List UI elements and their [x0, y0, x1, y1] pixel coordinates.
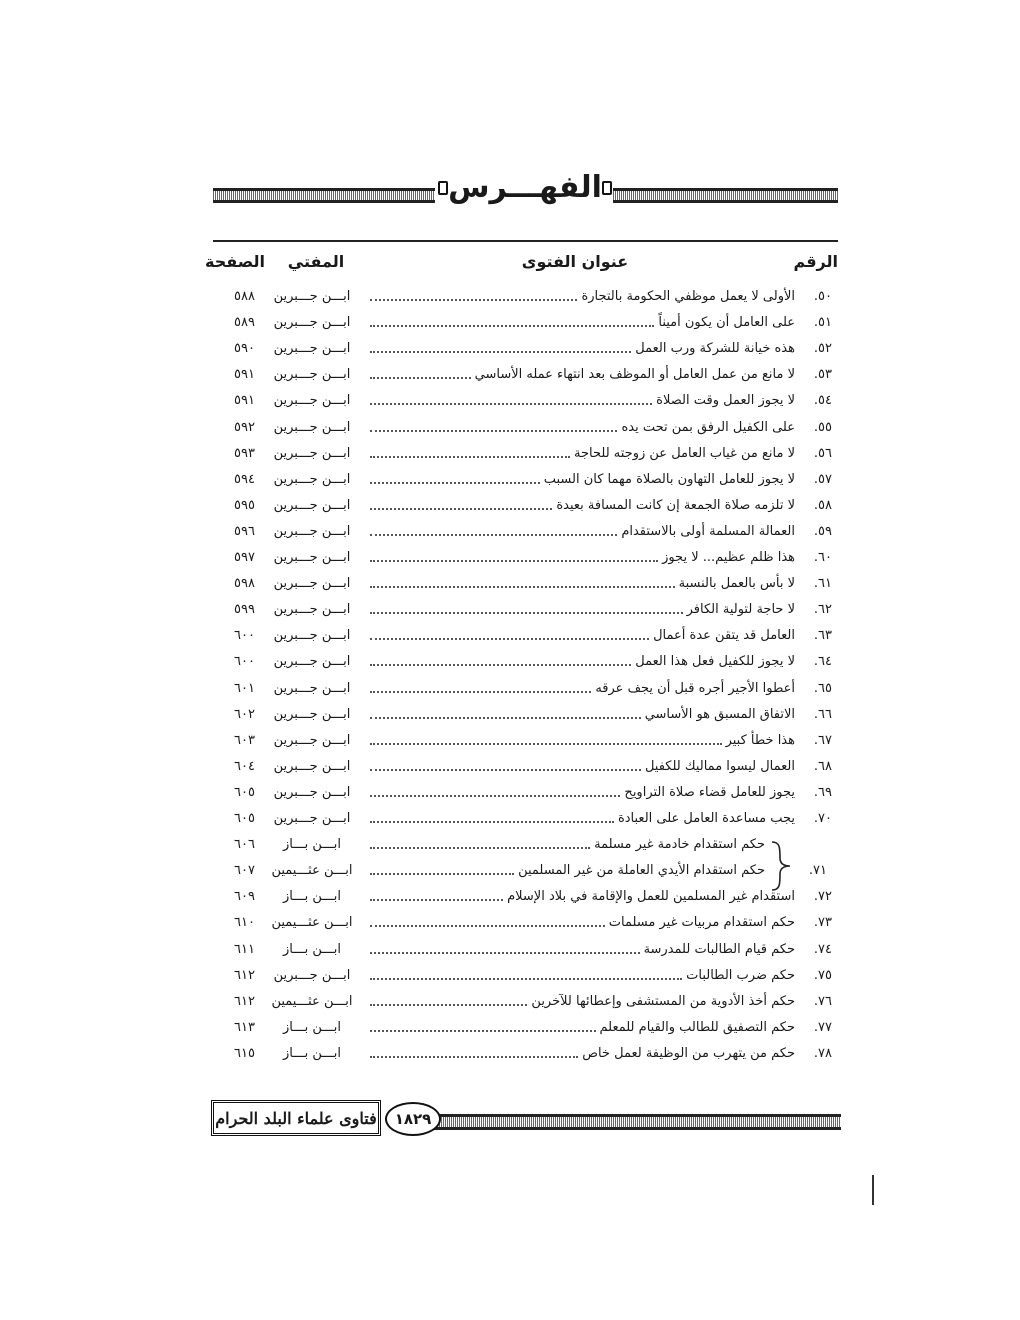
entry-mufti: ابـــن جـــبرين	[273, 393, 351, 409]
leader-dots	[370, 743, 722, 745]
entry-title-text: حكم استقدام الأيدي العاملة من غير المسلمين	[518, 863, 765, 879]
entry-mufti: ابـــن جـــبرين	[273, 445, 351, 461]
entry-page: ٦٠٣	[234, 732, 255, 748]
entry-number: ٥٨.	[813, 497, 832, 513]
entry-number: ٧٦.	[813, 993, 832, 1009]
entry-number: ٦٢.	[813, 602, 832, 618]
leader-dots	[370, 534, 617, 536]
leader-dots	[370, 430, 617, 432]
footer-rule	[401, 1114, 841, 1130]
leader-dots	[370, 456, 570, 458]
entry-mufti: ابـــن جـــبرين	[273, 758, 351, 774]
entry-page: ٦٠٦	[234, 837, 255, 853]
entry-title-text: الاتفاق المسبق هو الأساسي	[644, 706, 795, 722]
table-row	[0, 415, 1020, 441]
entry-page: ٥٩٨	[234, 576, 255, 592]
entry-title	[370, 832, 765, 858]
entry-page: ٥٩٠	[234, 341, 255, 357]
entry-title-text: أعطوا الأجير أجره قبل أن يجف عرقه	[595, 680, 795, 696]
table-row	[0, 884, 1020, 910]
table-row	[0, 571, 1020, 597]
table-row	[0, 284, 1020, 310]
entry-number: ٥٤.	[813, 393, 832, 409]
entry-mufti: ابـــن جـــبرين	[273, 628, 351, 644]
table-row	[0, 336, 1020, 362]
entry-title-text: لا تلزمه صلاة الجمعة إن كانت المسافة بعيدة	[556, 497, 795, 513]
table-row	[0, 493, 1020, 519]
table-row	[0, 937, 1020, 963]
entry-mufti: ابـــن جـــبرين	[273, 706, 351, 722]
entry-title-text: العمالة المسلمة أولى بالاستقدام	[621, 523, 795, 539]
entry-title-text: يجوز للعامل قضاء صلاة التراويح	[624, 784, 795, 800]
entry-title	[370, 597, 795, 623]
entry-title	[370, 1041, 795, 1067]
table-row	[0, 806, 1020, 832]
entry-number: ٥٦.	[813, 445, 832, 461]
table-row	[0, 989, 1020, 1015]
entry-title	[370, 884, 795, 910]
group-brace-icon	[770, 840, 794, 892]
entry-title	[370, 754, 795, 780]
square-ornament-icon	[438, 181, 448, 195]
entry-number: ٥٣.	[813, 367, 832, 383]
entry-page: ٦٠١	[234, 680, 255, 696]
entry-mufti: ابـــن بـــاز	[283, 837, 341, 853]
table-row	[0, 441, 1020, 467]
entry-page: ٥٩٢	[234, 419, 255, 435]
leader-dots	[370, 691, 591, 693]
entry-page: ٥٩٣	[234, 445, 255, 461]
entry-number: ٧٤.	[813, 941, 832, 957]
leader-dots	[370, 560, 658, 562]
entry-mufti: ابـــن جـــبرين	[273, 602, 351, 618]
entry-title-text: هذا ظلم عظيم... لا يجوز	[662, 550, 795, 565]
table-row	[0, 388, 1020, 414]
title-rule-right	[613, 188, 838, 203]
column-header-number: الرقم	[793, 252, 838, 271]
entry-title-text: لا حاجة لتولية الكافر	[686, 602, 795, 618]
entry-mufti: ابـــن بـــاز	[283, 941, 341, 957]
entry-title	[370, 858, 765, 884]
entry-number: ٦٦.	[813, 706, 832, 722]
table-row	[0, 832, 1020, 858]
entry-title	[370, 415, 795, 441]
entry-page: ٥٩١	[234, 393, 255, 409]
leader-dots	[370, 795, 620, 797]
entry-title	[370, 937, 795, 963]
entry-title-text: هذا خطأ كبير	[725, 732, 795, 748]
entry-page: ٦٠٤	[234, 758, 255, 774]
entry-title	[370, 989, 795, 1015]
entry-page: ٥٩٥	[234, 497, 255, 513]
entry-number: ٥٩.	[813, 523, 832, 539]
table-row	[0, 362, 1020, 388]
entry-number: ٥٧.	[813, 471, 832, 487]
leader-dots	[370, 508, 552, 510]
column-header-mufti: المفتي	[287, 252, 345, 271]
entry-number: ٧٧.	[813, 1019, 832, 1035]
entry-title-text: استقدام غير المسلمين للعمل والإقامة في بلاد الإسلام	[507, 889, 795, 905]
entry-page: ٦٠٩	[234, 889, 255, 905]
book-title: فتاوى علماء البلد الحرام	[211, 1100, 381, 1136]
entry-title	[370, 493, 795, 519]
entry-mufti: ابـــن جـــبرين	[273, 341, 351, 357]
index-title-text: الفهـــرس	[448, 170, 602, 205]
table-row	[0, 649, 1020, 675]
entry-page: ٦١١	[234, 941, 255, 957]
entry-number: ٦٨.	[813, 758, 832, 774]
table-row	[0, 1015, 1020, 1041]
entry-page: ٥٩٤	[234, 471, 255, 487]
table-row	[0, 467, 1020, 493]
entry-mufti: ابـــن جـــبرين	[273, 289, 351, 304]
entry-number: ٥٥.	[813, 419, 832, 435]
table-row	[0, 910, 1020, 936]
entry-title	[370, 388, 795, 414]
entry-title	[370, 623, 795, 649]
entry-page: ٥٩٧	[234, 550, 255, 565]
header-divider	[213, 240, 838, 242]
title-rule-left	[213, 188, 435, 203]
entry-title	[370, 310, 795, 336]
table-row	[0, 519, 1020, 545]
entry-page: ٥٩٦	[234, 523, 255, 539]
table-row	[0, 780, 1020, 806]
entry-page: ٦٠٠	[234, 654, 255, 670]
entry-mufti: ابـــن جـــبرين	[273, 315, 351, 331]
entry-title-text: حكم من يتهرب من الوظيفة لعمل خاص	[582, 1045, 795, 1061]
table-row	[0, 702, 1020, 728]
entry-number: ٧٣.	[813, 915, 832, 931]
entry-number: ٧١.	[808, 863, 827, 879]
entry-number: ٧٨.	[813, 1045, 832, 1061]
entry-title-text: حكم التصفيق للطالب والقيام للمعلم	[599, 1019, 795, 1035]
leader-dots	[370, 586, 675, 588]
entry-title	[370, 441, 795, 467]
entry-title-text: حكم أخذ الأدوية من المستشفى وإعطائها للآخرين	[531, 993, 795, 1009]
leader-dots	[370, 482, 540, 484]
entry-page: ٦١٢	[234, 993, 255, 1009]
entry-number	[795, 832, 827, 858]
column-header-title: عنوان الفتوى	[521, 252, 629, 271]
page-footer	[211, 1100, 841, 1144]
entry-title-text: العمال ليسوا مماليك للكفيل	[644, 758, 795, 774]
entry-number: ٦٩.	[813, 784, 832, 800]
entry-title-text: لا يجوز العمل وقت الصلاة	[656, 393, 795, 409]
entry-title	[370, 284, 795, 310]
page-edge-mark	[872, 1175, 874, 1205]
entry-page: ٥٩١	[234, 367, 255, 383]
entry-title-text: لا يجوز للكفيل فعل هذا العمل	[635, 654, 795, 670]
leader-dots	[370, 925, 605, 927]
entry-page: ٦١٥	[234, 1045, 255, 1061]
table-row	[0, 728, 1020, 754]
entry-number: ٧٥.	[813, 967, 832, 983]
leader-dots	[370, 377, 471, 379]
entry-title-text: على العامل أن يكون أميناً	[658, 315, 795, 331]
leader-dots	[370, 638, 649, 640]
entry-title-text: العامل قد يتقن عدة أعمال	[653, 628, 795, 644]
entry-number: ٥٢.	[813, 341, 832, 357]
entry-mufti: ابـــن بـــاز	[283, 1019, 341, 1035]
table-row	[0, 858, 1020, 884]
table-row	[0, 1041, 1020, 1067]
entry-title	[370, 362, 795, 388]
entry-number: ٦١.	[813, 576, 832, 592]
entry-title	[370, 963, 795, 989]
table-row	[0, 623, 1020, 649]
entry-mufti: ابـــن بـــاز	[283, 1045, 341, 1061]
entry-mufti: ابـــن جـــبرين	[273, 576, 351, 592]
entry-mufti: ابـــن جـــبرين	[273, 732, 351, 748]
leader-dots	[370, 664, 631, 666]
entry-number: ٦٧.	[813, 732, 832, 748]
entry-mufti: ابـــن جـــبرين	[273, 550, 351, 565]
entry-title-text: حكم استقدام خادمة غير مسلمة	[594, 837, 765, 853]
entry-number: ٧٢.	[813, 889, 832, 905]
entry-mufti: ابـــن جـــبرين	[273, 419, 351, 435]
entry-page: ٦٠٥	[234, 811, 255, 826]
leader-dots	[370, 1004, 527, 1006]
entry-page: ٥٨٨	[234, 289, 255, 304]
square-ornament-icon	[602, 181, 612, 195]
entry-page: ٦٠٢	[234, 706, 255, 722]
entry-mufti: ابـــن جـــبرين	[273, 967, 351, 983]
table-row	[0, 310, 1020, 336]
entry-title-text: لا مانع من غياب العامل عن زوجته للحاجة	[574, 445, 795, 461]
entry-page: ٦١٢	[234, 967, 255, 983]
entry-page: ٦٠٠	[234, 628, 255, 644]
entry-title	[370, 1015, 795, 1041]
leader-dots	[370, 351, 631, 353]
entry-title-text: هذه خيانة للشركة ورب العمل	[635, 341, 795, 357]
table-row	[0, 754, 1020, 780]
entry-mufti: ابـــن بـــاز	[283, 889, 341, 905]
entry-number: ٧٠.	[813, 811, 832, 826]
entry-title	[370, 649, 795, 675]
leader-dots	[370, 717, 641, 719]
entry-title	[370, 336, 795, 362]
entry-title	[370, 702, 795, 728]
leader-dots	[370, 821, 614, 823]
entry-title-text: حكم ضرب الطالبات	[686, 967, 795, 983]
leader-dots	[370, 952, 640, 954]
entry-title-text: لا بأس بالعمل بالنسبة	[678, 576, 795, 592]
leader-dots	[370, 1030, 596, 1032]
entry-page: ٦٠٧	[234, 863, 255, 879]
entry-title-text: حكم استقدام مربيات غير مسلمات	[608, 915, 795, 931]
entry-mufti: ابـــن جـــبرين	[273, 784, 351, 800]
leader-dots	[370, 403, 652, 405]
entry-title-text: حكم قيام الطالبات للمدرسة	[643, 941, 795, 957]
entry-mufti: ابـــن عثـــيمين	[271, 863, 353, 879]
table-row	[0, 545, 1020, 571]
table-row	[0, 963, 1020, 989]
leader-dots	[370, 1056, 578, 1058]
entry-page: ٦١٣	[234, 1019, 255, 1035]
leader-dots	[370, 325, 654, 327]
leader-dots	[370, 899, 503, 901]
entry-number: ٦٠.	[813, 550, 832, 565]
entry-number: ٦٤.	[813, 654, 832, 670]
entry-mufti: ابـــن عثـــيمين	[271, 993, 353, 1009]
entry-number: ٥٠.	[813, 289, 832, 304]
column-header-page: الصفحة	[204, 252, 265, 271]
entry-mufti: ابـــن جـــبرين	[273, 497, 351, 513]
entry-title-text: لا يجوز للعامل التهاون بالصلاة مهما كان السبب	[543, 471, 795, 487]
entry-number: ٦٥.	[813, 680, 832, 696]
entry-page: ٦٠٥	[234, 784, 255, 800]
entry-title-text: لا مانع من عمل العامل أو الموظف بعد انتهاء عمله الأساسي	[474, 367, 795, 383]
entry-title	[370, 728, 795, 754]
table-row	[0, 597, 1020, 623]
leader-dots	[370, 873, 514, 875]
entry-mufti: ابـــن جـــبرين	[273, 654, 351, 670]
entry-title	[370, 467, 795, 493]
leader-dots	[370, 299, 577, 301]
entry-mufti: ابـــن جـــبرين	[273, 367, 351, 383]
entry-title-text: الأولى لا يعمل موظفي الحكومة بالتجارة	[581, 289, 795, 304]
entry-title	[370, 806, 795, 832]
entry-page: ٥٨٩	[234, 315, 255, 331]
leader-dots	[370, 769, 641, 771]
entry-mufti: ابـــن عثـــيمين	[271, 915, 353, 931]
entry-page: ٦١٠	[234, 915, 255, 931]
entry-mufti: ابـــن جـــبرين	[273, 811, 351, 826]
entry-number: ٥١.	[813, 315, 832, 331]
index-title	[438, 170, 612, 206]
entry-number: ٦٣.	[813, 628, 832, 644]
leader-dots	[370, 978, 682, 980]
entry-mufti: ابـــن جـــبرين	[273, 523, 351, 539]
entry-title	[370, 780, 795, 806]
entry-title-text: يجب مساعدة العامل على العبادة	[617, 811, 795, 826]
leader-dots	[370, 612, 683, 614]
leader-dots	[370, 847, 590, 849]
page-number: ١٨٢٩	[385, 1102, 441, 1136]
entry-title	[370, 519, 795, 545]
entry-title	[370, 545, 795, 571]
entry-title-text: على الكفيل الرفق بمن تحت يده	[621, 419, 795, 435]
entry-title	[370, 571, 795, 597]
entry-mufti: ابـــن جـــبرين	[273, 680, 351, 696]
entry-mufti: ابـــن جـــبرين	[273, 471, 351, 487]
entry-page: ٥٩٩	[234, 602, 255, 618]
entry-title	[370, 676, 795, 702]
entry-title	[370, 910, 795, 936]
table-row	[0, 676, 1020, 702]
